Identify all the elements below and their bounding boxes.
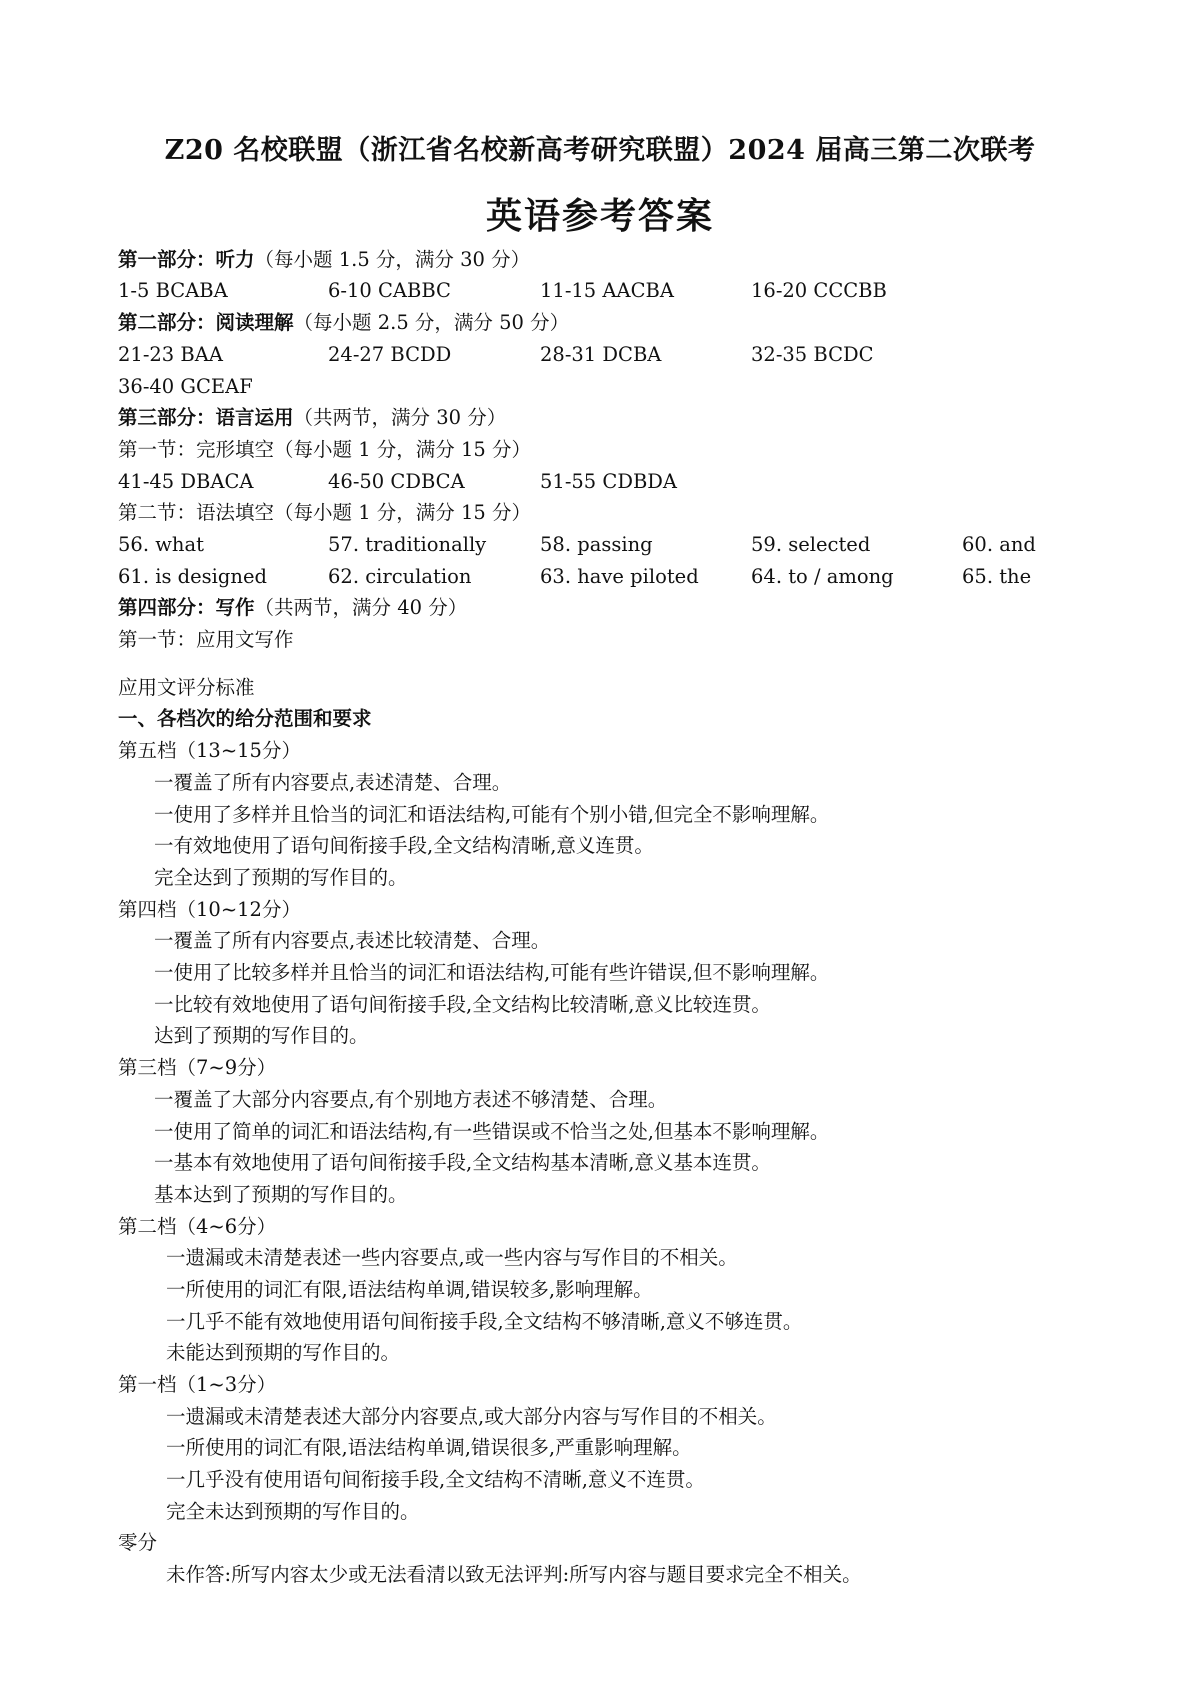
grammar-answer: 65. the xyxy=(962,565,1032,588)
grade3-item: 一使用了简单的词汇和语法结构,有一些错误或不恰当之处,但基本不影响理解。 xyxy=(154,1120,830,1143)
grade1-item: 一所使用的词汇有限,语法结构单调,错误很多,严重影响理解。 xyxy=(166,1436,692,1459)
grade1-item: 完全未达到预期的写作目的。 xyxy=(166,1500,420,1523)
grade3-item: 基本达到了预期的写作目的。 xyxy=(154,1183,408,1206)
grade4-item: 一比较有效地使用了语句间衔接手段,全文结构比较清晰,意义比较连贯。 xyxy=(154,993,771,1016)
answer-group: 36-40 GCEAF xyxy=(118,375,253,398)
part3-section1-heading: 第一节：完形填空（每小题 1 分，满分 15 分） xyxy=(118,438,532,461)
grammar-answer: 63. have piloted xyxy=(540,565,699,588)
grade4-label: 第四档（10~12分） xyxy=(118,898,301,921)
answer-group: 41-45 DBACA xyxy=(118,470,254,493)
answer-group: 46-50 CDBCA xyxy=(328,470,465,493)
answer-group: 1-5 BCABA xyxy=(118,279,228,302)
grade5-item: 完全达到了预期的写作目的。 xyxy=(154,866,408,889)
document-subtitle: 英语参考答案 xyxy=(485,195,714,237)
grammar-answer: 58. passing xyxy=(540,533,653,556)
grade4-item: 一覆盖了所有内容要点,表述比较清楚、合理。 xyxy=(154,929,551,952)
part3-section2-heading: 第二节：语法填空（每小题 1 分，满分 15 分） xyxy=(118,501,532,524)
part4-section1-heading: 第一节：应用文写作 xyxy=(118,628,294,651)
part4-heading-line xyxy=(118,596,467,620)
part4-heading: 第四部分：写作 xyxy=(118,596,255,619)
grade2-item: 一几乎不能有效地使用语句间衔接手段,全文结构不够清晰,意义不够连贯。 xyxy=(166,1310,803,1333)
grade4-item: 达到了预期的写作目的。 xyxy=(154,1024,369,1047)
answer-group: 32-35 BCDC xyxy=(751,343,874,366)
grammar-answer: 57. traditionally xyxy=(328,533,487,556)
grade4-item: 一使用了比较多样并且恰当的词汇和语法结构,可能有些许错误,但不影响理解。 xyxy=(154,961,830,984)
part1-note: （每小题 1.5 分，满分 30 分） xyxy=(254,248,531,271)
grade2-label: 第二档（4~6分） xyxy=(118,1215,277,1238)
grade5-item: 一有效地使用了语句间衔接手段,全文结构清晰,意义连贯。 xyxy=(154,834,654,857)
answer-group: 16-20 CCCBB xyxy=(751,279,887,302)
grade3-item: 一基本有效地使用了语句间衔接手段,全文结构基本清晰,意义基本连贯。 xyxy=(154,1151,771,1174)
grade1-item: 一几乎没有使用语句间衔接手段,全文结构不清晰,意义不连贯。 xyxy=(166,1468,705,1491)
criteria-subheading: 一、各档次的给分范围和要求 xyxy=(118,707,372,730)
answer-group: 6-10 CABBC xyxy=(328,279,451,302)
document-title: Z20 名校联盟（浙江省名校新高考研究联盟）2024 届高三第二次联考 xyxy=(164,135,1036,166)
answer-group: 24-27 BCDD xyxy=(328,343,452,366)
answer-group: 51-55 CDBDA xyxy=(540,470,678,493)
part1-heading-line xyxy=(118,248,530,272)
part2-heading-line xyxy=(118,311,569,335)
part4-note: （共两节，满分 40 分） xyxy=(254,596,468,619)
part2-note: （每小题 2.5 分，满分 50 分） xyxy=(293,311,570,334)
grammar-answer: 59. selected xyxy=(751,533,871,556)
answer-group: 28-31 DCBA xyxy=(540,343,662,366)
grade1-item: 一遗漏或未清楚表述大部分内容要点,或大部分内容与写作目的不相关。 xyxy=(166,1405,777,1428)
zero-label: 零分 xyxy=(118,1531,158,1554)
criteria-title: 应用文评分标准 xyxy=(118,676,255,699)
grade2-item: 未能达到预期的写作目的。 xyxy=(166,1341,401,1364)
grammar-answer: 56. what xyxy=(118,533,204,556)
grammar-answer: 60. and xyxy=(962,533,1036,556)
part1-heading: 第一部分：听力 xyxy=(118,248,255,271)
answer-group: 21-23 BAA xyxy=(118,343,223,366)
part3-heading-line xyxy=(118,406,506,430)
grammar-answer: 64. to / among xyxy=(751,565,894,588)
grade5-item: 一使用了多样并且恰当的词汇和语法结构,可能有个别小错,但完全不影响理解。 xyxy=(154,803,830,826)
part3-heading: 第三部分：语言运用 xyxy=(118,406,294,429)
grade5-label: 第五档（13~15分） xyxy=(118,739,301,762)
grammar-answer: 62. circulation xyxy=(328,565,472,588)
grammar-answer: 61. is designed xyxy=(118,565,267,588)
part3-note: （共两节，满分 30 分） xyxy=(293,406,507,429)
part2-heading: 第二部分：阅读理解 xyxy=(118,311,294,334)
grade2-item: 一所使用的词汇有限,语法结构单调,错误较多,影响理解。 xyxy=(166,1278,653,1301)
grade5-item: 一覆盖了所有内容要点,表述清楚、合理。 xyxy=(154,771,512,794)
answer-group: 11-15 AACBA xyxy=(540,279,674,302)
zero-item: 未作答:所写内容太少或无法看清以致无法评判:所写内容与题目要求完全不相关。 xyxy=(166,1563,862,1586)
grade3-item: 一覆盖了大部分内容要点,有个别地方表述不够清楚、合理。 xyxy=(154,1088,668,1111)
grade3-label: 第三档（7~9分） xyxy=(118,1056,277,1079)
grade2-item: 一遗漏或未清楚表述一些内容要点,或一些内容与写作目的不相关。 xyxy=(166,1246,738,1269)
grade1-label: 第一档（1~3分） xyxy=(118,1373,277,1396)
